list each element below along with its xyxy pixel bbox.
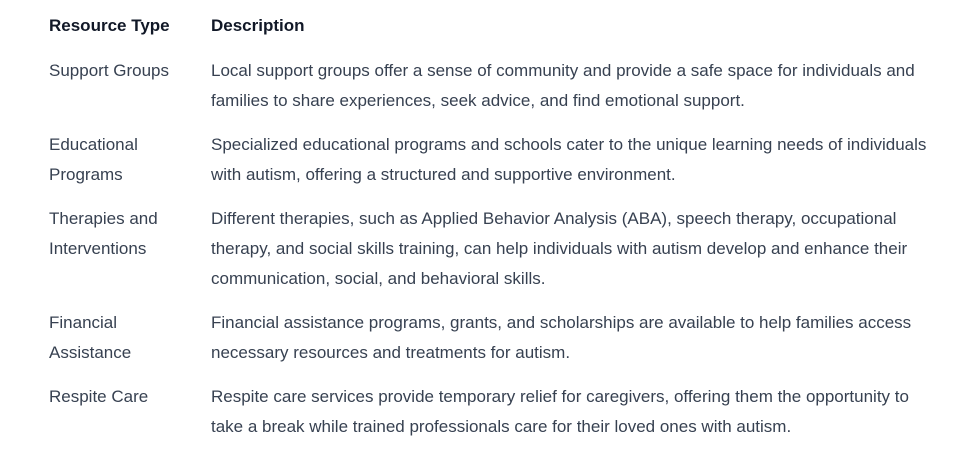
table-row [38, 124, 938, 198]
description-cell: Different therapies, such as Applied Behavior Analysis (ABA), speech therapy, occupational therapy, and social skills training, can help individuals with autism develop and enhance their communication, social, and behavioral skills. [211, 209, 908, 288]
table-row [38, 302, 938, 376]
resource-type-cell: Support Groups [49, 61, 170, 80]
column-header-description: Description [211, 16, 305, 35]
column-header-resource-type: Resource Type [49, 16, 170, 35]
table-body [38, 50, 938, 450]
resources-table [38, 0, 938, 450]
table-row [38, 376, 938, 450]
header-row [38, 0, 938, 50]
resource-type-cell: Therapies and Interventions [49, 209, 158, 258]
description-cell: Respite care services provide temporary relief for caregivers, offering them the opportunity to take a break while trained professionals care for their loved ones with autism. [211, 387, 909, 436]
table-row [38, 50, 938, 124]
resource-type-cell: Financial Assistance [49, 313, 132, 362]
description-cell: Financial assistance programs, grants, and scholarships are available to help families access necessary resources and treatments for autism. [211, 313, 912, 362]
description-cell: Local support groups offer a sense of community and provide a safe space for individuals and families to share experiences, seek advice, and find emotional support. [211, 61, 915, 110]
resource-type-cell: Educational Programs [49, 135, 138, 184]
resource-type-cell: Respite Care [49, 387, 149, 406]
description-cell: Specialized educational programs and schools cater to the unique learning needs of individuals with autism, offering a structured and supportive environment. [211, 135, 927, 184]
table-row [38, 198, 938, 302]
table-header [38, 0, 938, 50]
